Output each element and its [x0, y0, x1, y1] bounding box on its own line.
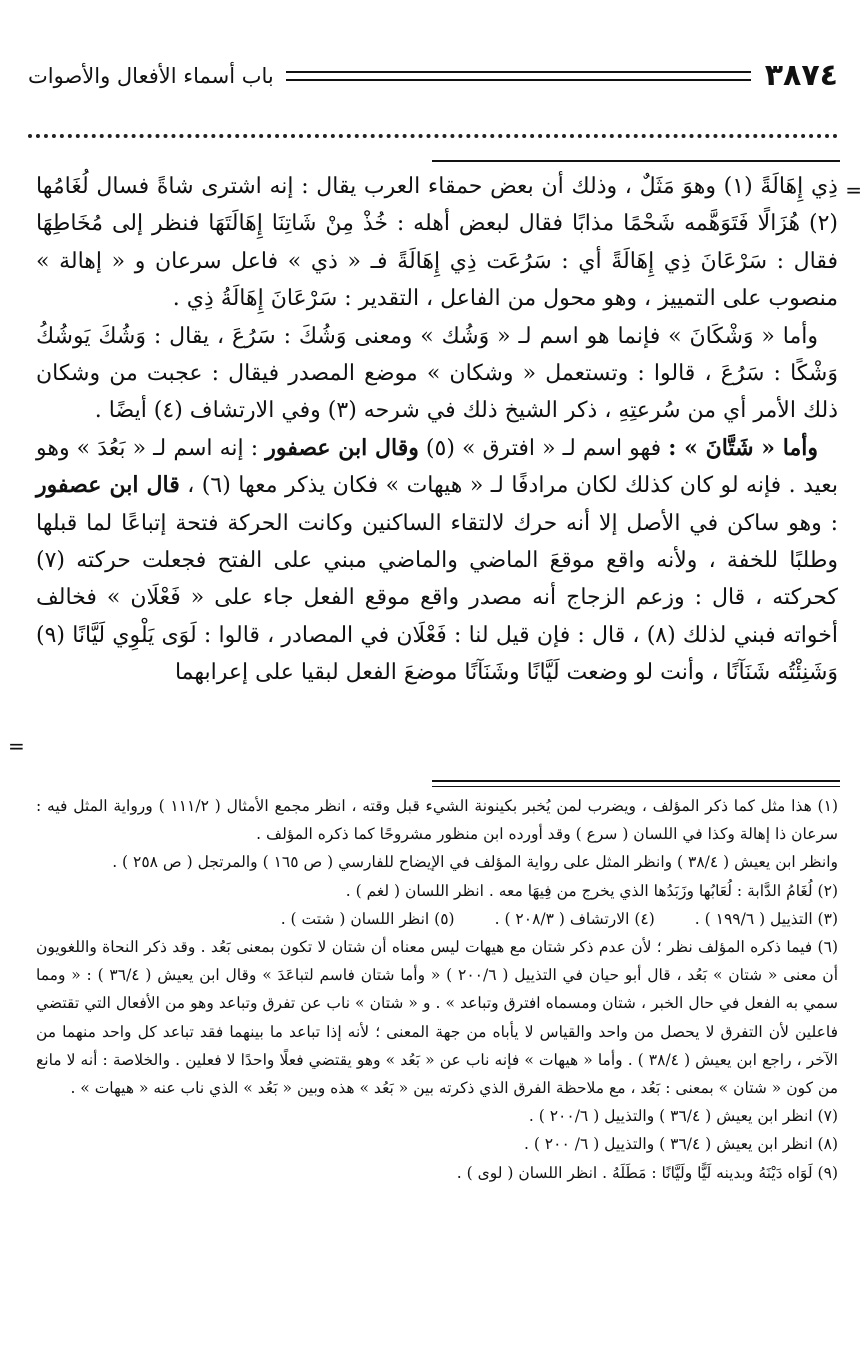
footnote-9: (٩) لَوَاه دَيْنَهُ وبدينه لَيًّا ولَيَّانًا : مَطَلَهُ . انظر اللسان ( لوى ) .	[456, 1163, 838, 1182]
shattan-text-b: : إنه اسم لـ « بَعُدَ » وهو بعيد . فإنه لو كان كذلك لكان مرادفًا لـ « هيهات » فكان يذكر معها (٦) ،	[36, 435, 839, 499]
footnote-6: (٦) فيما ذكره المؤلف نظر ؛ لأن عدم ذكر شتان مع هيهات ليس معناه أن شتان لا تكون بمعنى بَعُد . وقد ذكر النحاة واللغويون أن معنى « شتان » بَعُد ، قال أبو حيان في التذييل ( ٢٠٠/٦ ) « وأما شتان فاسم لتباعَدَ » وقال ابن يعيش ( ٣٦/٤ ) : « ومما سمي به الفعل في حال الخبر ، شتان ومسماه افترق وتباعد » . و « شتان » ناب عن تفرق وتباعد وهو من الأفعال التي تقتضي فاعلين لأن التفرق لا يحصل من واحد والقياس لا يأباه من جهة المعنى ؛ لأنه إذا تباعد ما بينهما فقد تباعد كل واحد منهما من الآخر ، راجع ابن يعيش ( ٣٨/٤ ) . وأما « هيهات » فإنه ناب عن « بَعُد » وهو يقتضي فعلًا واحدًا لا فعلين . والخلاصة : أنه لا مانع من كون « شتان » بمعنى : بَعُد ، مع ملاحظة الفرق الذي ذكرته بين « بَعُد » هذه وبين « بَعُد » الذي ناب عنه « هيهات » .	[36, 938, 838, 1098]
footnote-4: (٤) الارتشاف ( ٢٠٨/٣ ) .	[494, 909, 655, 928]
footnote-2: (٢) لُغَامُ الدَّابة : لُعَابُها وزَبَدُها الذي يخرج من فِيهَا معه . انظر اللسان ( لغم ) .	[345, 881, 838, 900]
shattan-heading: وأما « شَتَّانَ » :	[668, 434, 818, 461]
ibn-usfur-label-2: قال ابن عصفور	[36, 472, 180, 499]
footnotes-3-4-5	[36, 905, 838, 933]
main-text	[36, 168, 838, 692]
dotted-separator	[28, 134, 838, 150]
page-number: ٣٨٧٤	[764, 58, 838, 93]
footnote-5: (٥) انظر اللسان ( شتت ) .	[280, 909, 455, 928]
shattan-text-a: فهو اسم لـ « افترق » (٥)	[418, 435, 669, 461]
continuation-mark-bottom: =	[8, 734, 25, 758]
page-header	[28, 56, 838, 96]
footnote-1: (١) هذا مثل كما ذكر المؤلف ، ويضرب لمن يُخبر بكينونة الشيء قبل وقته ، انظر مجمع الأمثال ( ١١١/٢ ) ورواية المثل فيه : سرعان ذا إهالة وكذا في اللسان ( سرع ) وقد أورده ابن منظور مشروحًا كما ذكره المؤلف .	[36, 797, 838, 844]
ibn-usfur-label-1: وقال ابن عصفور	[265, 434, 419, 461]
paragraph-shattan	[36, 430, 838, 692]
header-double-rule	[286, 71, 751, 81]
paragraph-washkan: وأما « وَشْكَانَ » فإنما هو اسم لـ « وَشُك » ومعنى وَشُكَ : سَرُعَ ، يقال : وَشُكَ يَوشُكُ وَشْكًا : سَرُعَ ، قالوا : وتستعمل « وشكان » موضع المصدر فيقال : عجبت من وشكان ذلك الأمر أي من سُرعتِهِ ، ذكر الشيخ ذلك في شرحه (٣) وفي الارتشاف (٤) أيضًا .	[36, 323, 838, 424]
shattan-text-c: : وهو ساكن في الأصل إلا أنه حرك لالتقاء الساكنين وكانت الحركة فتحة إتباعًا لما قبلها وطلبًا للخفة ، ولأنه واقع موقعَ الماضي والماضي مبني على الفتح فجعلت حركته (٧) كحركته ، قال : وزعم الزجاج أنه مصدر واقع موقع الفعل جاء على « فَعْلَان » فخالف أخواته فبني لذلك (٨) ، قال : فإن قيل لنا : فَعْلَان في المصادر ، قالوا : لَوَى يَلْوِي لَيَّانًا (٩) وَشَنِئْتُه شَنَآنًا ، وأنت لو وضعت لَيَّانًا وشَنَآنًا موضعَ الفعل لبقيا على إعرابهما	[36, 510, 839, 686]
footnote-8: (٨) انظر ابن يعيش ( ٣٦/٤ ) والتذييل ( ٦/ ٢٠٠ ) .	[523, 1135, 838, 1154]
footnotes	[36, 792, 838, 1187]
running-title: باب أسماء الأفعال والأصوات	[28, 64, 274, 88]
top-rule	[432, 160, 840, 162]
continuation-mark-top: =	[845, 178, 862, 202]
footnotes-rule	[432, 780, 840, 782]
footnotes-rule-thin	[432, 786, 840, 787]
footnote-1-continued: وانظر ابن يعيش ( ٣٨/٤ ) وانظر المثل على رواية المؤلف في الإيضاح للفارسي ( ص ١٦٥ ) والمرتجل ( ص ٢٥٨ ) .	[112, 853, 838, 872]
paragraph-ihala: ذِي إِهَالَةً (١) وهوَ مَثَلٌ ، وذلك أن بعض حمقاء العرب يقال : إنه اشترى شاةً فسال لُغَامُها (٢) هُزَالًا فَتَوَهَّمه شَحْمًا مذابًا فقال لبعض أهله : خُذْ مِنْ شَاتِنَا إِهَالَتَهَا فنظر إلى مُخَاطِهَا فقال : سَرْعَانَ ذِي إِهَالَةً أي : سَرُعَت ذِي إِهَالَةً فـ « ذي » فاعل سرعان و « إهالة » منصوب على التمييز ، وهو محول من الفاعل ، التقدير : سَرْعَانَ إِهَالَةُ ذِي .	[36, 174, 838, 312]
footnote-7: (٧) انظر ابن يعيش ( ٣٦/٤ ) والتذييل ( ٢٠٠/٦ ) .	[528, 1107, 838, 1126]
footnote-3: (٣) التذييل ( ١٩٩/٦ ) .	[694, 909, 838, 928]
